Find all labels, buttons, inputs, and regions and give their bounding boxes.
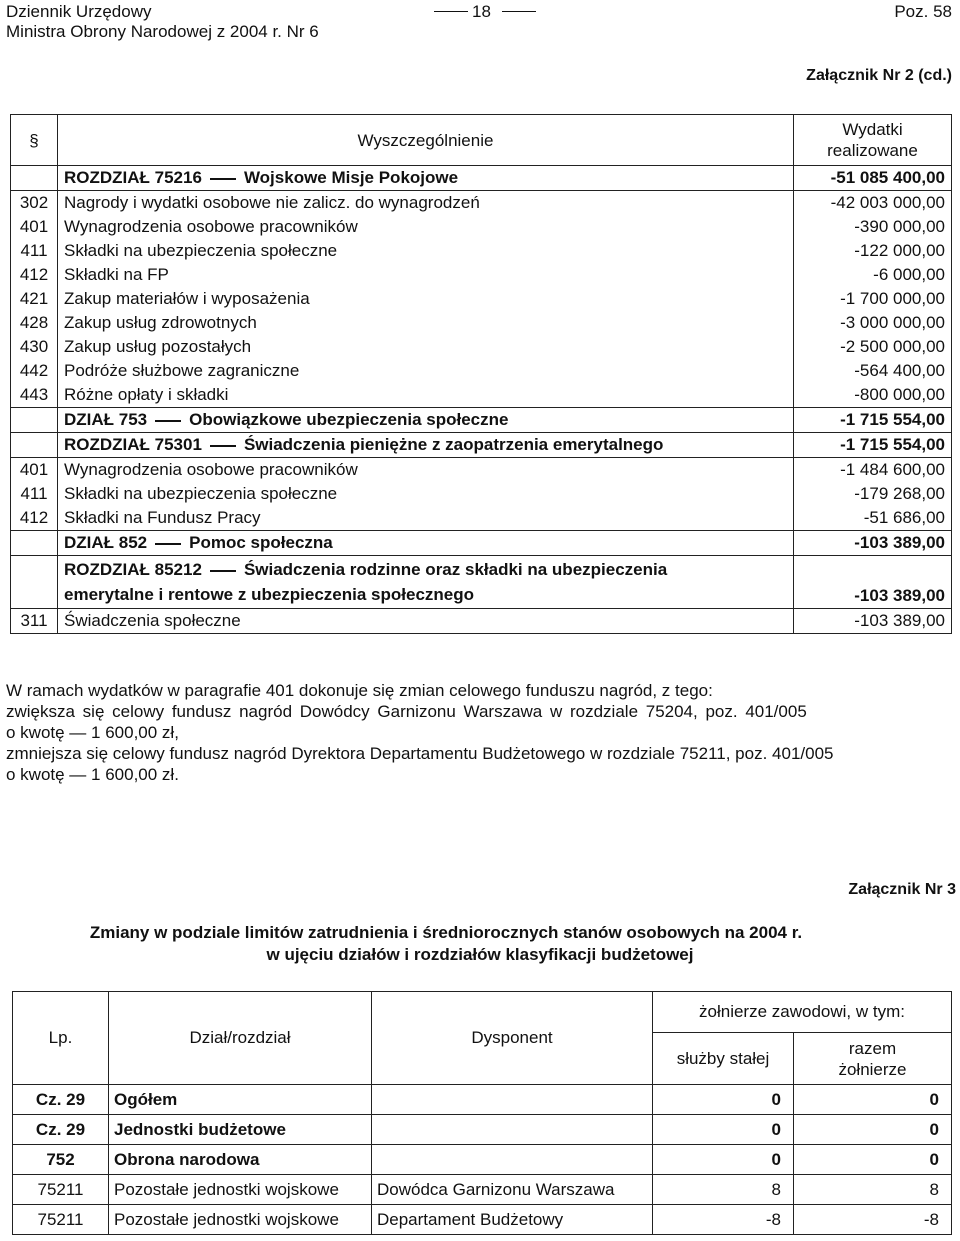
table-row [11, 263, 952, 287]
paragraph-line: zwiększa się celowy fundusz nagród Dowódcy Garnizonu Warszawa w rozdziale 75204, poz. 401/005 [6, 702, 807, 721]
row-description: Podróże służbowe zagraniczne [58, 359, 794, 383]
page-rule-left [434, 11, 468, 12]
header-dzial: Dział/rozdział [109, 992, 372, 1085]
row-description: Różne opłaty i składki [58, 383, 794, 408]
row-dysponent [372, 1085, 653, 1115]
row-razem: 0 [794, 1115, 952, 1145]
header-razem-line2: żołnierze [838, 1059, 907, 1079]
header-paragraph: § [11, 115, 58, 166]
row-sluzby: 0 [653, 1115, 794, 1145]
row-sluzby: 0 [653, 1085, 794, 1115]
row-amount: -179 268,00 [794, 482, 952, 506]
row-razem: 0 [794, 1085, 952, 1115]
row-paragraph: 412 [11, 506, 58, 531]
row-lp: Cz. 29 [13, 1115, 109, 1145]
paragraph-line: W ramach wydatków w paragrafie 401 dokonuje się zmian celowego funduszu nagród, z tego: [6, 681, 713, 700]
table-row [11, 556, 952, 609]
row-dzial: Pozostałe jednostki wojskowe [109, 1205, 372, 1235]
table-header-row [11, 115, 952, 166]
row-description: Składki na ubezpieczenia społeczne [58, 482, 794, 506]
dash [210, 570, 236, 572]
row-description: Zakup usług pozostałych [58, 335, 794, 359]
row-lp: 75211 [13, 1175, 109, 1205]
row-description: Składki na Fundusz Pracy [58, 506, 794, 531]
row-paragraph: 411 [11, 482, 58, 506]
row-description [58, 556, 794, 609]
explanatory-paragraph [6, 680, 956, 785]
table-row [13, 1205, 952, 1235]
header-amount-line1: Wydatki [842, 120, 903, 139]
table2-header-row [13, 992, 952, 1033]
row-dzial: Jednostki budżetowe [109, 1115, 372, 1145]
row-amount: -103 389,00 [794, 531, 952, 556]
row-sluzby: -8 [653, 1205, 794, 1235]
row-amount: -1 715 554,00 [794, 408, 952, 433]
row-amount: -51 085 400,00 [794, 166, 952, 191]
staffing-table [12, 991, 952, 1235]
table-row [13, 1115, 952, 1145]
row-lp: 752 [13, 1145, 109, 1175]
section-name-cont: emerytalne i rentowe z ubezpieczenia społecznego [64, 585, 475, 604]
row-razem: 0 [794, 1145, 952, 1175]
header-dysponent: Dysponent [372, 992, 653, 1085]
row-paragraph: 442 [11, 359, 58, 383]
table-row [11, 335, 952, 359]
header-description: Wyszczególnienie [58, 115, 794, 166]
row-paragraph: 430 [11, 335, 58, 359]
table2-title-line2: w ujęciu działów i rozdziałów klasyfikacji budżetowej [266, 945, 694, 964]
paragraph-line: o kwotę — 1 600,00 zł, [6, 723, 179, 742]
paragraph-line: o kwotę — 1 600,00 zł. [6, 765, 179, 784]
section-name: Obowiązkowe ubezpieczenia społeczne [189, 410, 509, 429]
table-row [11, 239, 952, 263]
header-group: żołnierze zawodowi, w tym: [653, 992, 952, 1033]
header-amount [794, 115, 952, 166]
row-amount: -1 484 600,00 [794, 458, 952, 483]
row-description: Wynagrodzenia osobowe pracowników [58, 458, 794, 483]
journal-title: Dziennik Urzędowy [6, 2, 152, 21]
table-row [11, 458, 952, 483]
row-amount: -800 000,00 [794, 383, 952, 408]
row-description [58, 433, 794, 458]
row-lp: 75211 [13, 1205, 109, 1235]
page-number: 18 [472, 2, 491, 21]
row-description: Nagrody i wydatki osobowe nie zalicz. do wynagrodzeń [58, 191, 794, 216]
table-row [11, 166, 952, 191]
row-description: Zakup usług zdrowotnych [58, 311, 794, 335]
row-paragraph [11, 408, 58, 433]
header-sluzby: służby stałej [653, 1033, 794, 1085]
table-row [11, 531, 952, 556]
dash [210, 178, 236, 180]
table-row [11, 433, 952, 458]
table-row [11, 506, 952, 531]
section-code: ROZDZIAŁ 75216 [64, 168, 202, 187]
section-name: Pomoc społeczna [189, 533, 333, 552]
row-amount: -51 686,00 [794, 506, 952, 531]
table-row [11, 311, 952, 335]
row-razem: 8 [794, 1175, 952, 1205]
row-amount: -122 000,00 [794, 239, 952, 263]
row-sluzby: 0 [653, 1145, 794, 1175]
table-row [13, 1175, 952, 1205]
row-sluzby: 8 [653, 1175, 794, 1205]
row-paragraph [11, 556, 58, 609]
row-amount: -390 000,00 [794, 215, 952, 239]
row-dzial: Ogółem [109, 1085, 372, 1115]
row-dzial: Pozostałe jednostki wojskowe [109, 1175, 372, 1205]
row-amount: -6 000,00 [794, 263, 952, 287]
dash [210, 445, 236, 447]
section-code: DZIAŁ 753 [64, 410, 148, 429]
row-paragraph: 411 [11, 239, 58, 263]
row-amount: -1 700 000,00 [794, 287, 952, 311]
row-amount: -564 400,00 [794, 359, 952, 383]
table-row [11, 408, 952, 433]
row-lp: Cz. 29 [13, 1085, 109, 1115]
section-name: Wojskowe Misje Pokojowe [243, 168, 459, 187]
row-paragraph: 428 [11, 311, 58, 335]
row-amount: -1 715 554,00 [794, 433, 952, 458]
table-row [11, 359, 952, 383]
row-dzial: Obrona narodowa [109, 1145, 372, 1175]
row-description [58, 408, 794, 433]
row-description: Zakup materiałów i wyposażenia [58, 287, 794, 311]
table-row [11, 191, 952, 216]
row-dysponent: Departament Budżetowy [372, 1205, 653, 1235]
row-description: Składki na ubezpieczenia społeczne [58, 239, 794, 263]
row-paragraph: 412 [11, 263, 58, 287]
row-description: Wynagrodzenia osobowe pracowników [58, 215, 794, 239]
row-razem: -8 [794, 1205, 952, 1235]
dash [155, 543, 181, 545]
row-paragraph [11, 166, 58, 191]
table2-title-line1: Zmiany w podziale limitów zatrudnienia i średniorocznych stanów osobowych na 2004 r. [89, 923, 803, 942]
row-paragraph: 401 [11, 215, 58, 239]
section-name: Świadczenia pieniężne z zaopatrzenia emerytalnego [243, 435, 664, 454]
row-dysponent [372, 1115, 653, 1145]
row-dysponent: Dowódca Garnizonu Warszawa [372, 1175, 653, 1205]
row-description: Świadczenia społeczne [58, 609, 794, 634]
row-amount: -42 003 000,00 [794, 191, 952, 216]
expenditure-table [10, 114, 952, 634]
table-row [13, 1145, 952, 1175]
attachment-3-label: Załącznik Nr 3 [848, 881, 956, 898]
ministry-line: Ministra Obrony Narodowej z 2004 r. Nr 6 [6, 22, 319, 41]
header-amount-line2: realizowane [827, 141, 918, 160]
paragraph-line: zmniejsza się celowy fundusz nagród Dyrektora Departamentu Budżetowego w rozdziale 75211, poz. 401/005 [6, 744, 834, 763]
attachment-2-label: Załącznik Nr 2 (cd.) [806, 67, 952, 84]
header-lp: Lp. [13, 992, 109, 1085]
table-row [11, 383, 952, 408]
page-rule-right [502, 11, 536, 12]
row-description [58, 166, 794, 191]
row-amount: -3 000 000,00 [794, 311, 952, 335]
dash [155, 420, 181, 422]
table-row [11, 609, 952, 634]
header-razem [794, 1033, 952, 1085]
row-paragraph: 311 [11, 609, 58, 634]
table-row [11, 215, 952, 239]
row-description: Składki na FP [58, 263, 794, 287]
row-paragraph [11, 531, 58, 556]
table-row [13, 1085, 952, 1115]
row-paragraph: 421 [11, 287, 58, 311]
row-amount: -103 389,00 [794, 556, 952, 609]
row-paragraph: 302 [11, 191, 58, 216]
row-amount: -2 500 000,00 [794, 335, 952, 359]
table-row [11, 287, 952, 311]
section-code: ROZDZIAŁ 75301 [64, 435, 202, 454]
section-code: DZIAŁ 852 [64, 533, 148, 552]
header-razem-line1: razem [848, 1038, 897, 1058]
section-code: ROZDZIAŁ 85212 [64, 560, 202, 579]
row-amount: -103 389,00 [794, 609, 952, 634]
row-description [58, 531, 794, 556]
row-paragraph: 443 [11, 383, 58, 408]
position-number: Poz. 58 [894, 2, 952, 21]
row-dysponent [372, 1145, 653, 1175]
row-paragraph: 401 [11, 458, 58, 483]
table-row [11, 482, 952, 506]
section-name: Świadczenia rodzinne oraz składki na ubezpieczenia [243, 560, 668, 579]
row-paragraph [11, 433, 58, 458]
